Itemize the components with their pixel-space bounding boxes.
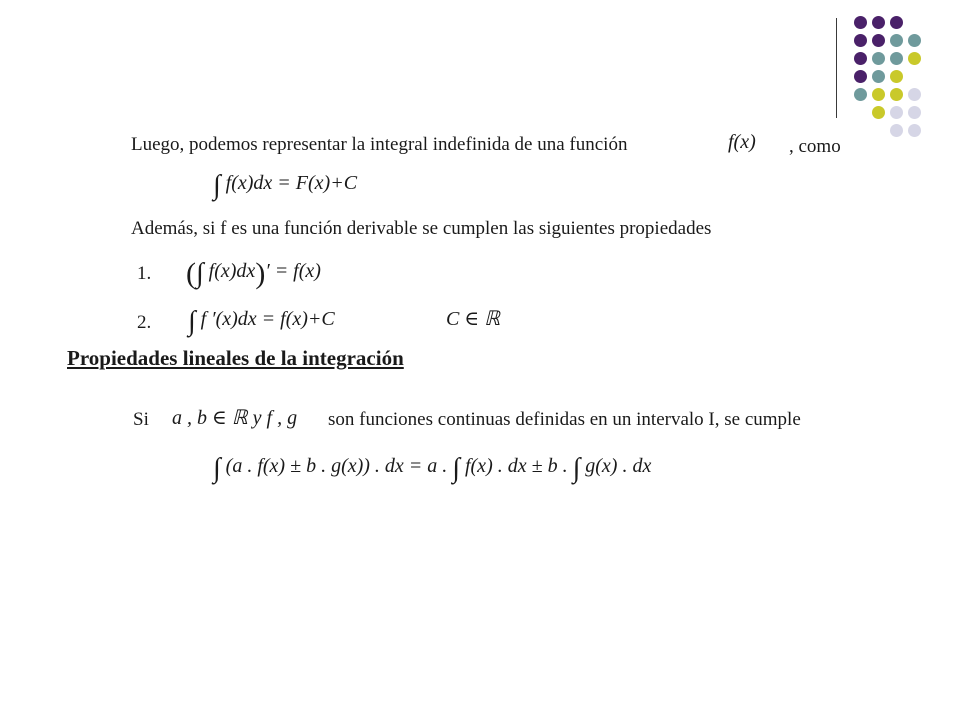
decorative-dot [872,34,885,47]
intro-text [131,135,627,154]
decorative-dot [908,106,921,119]
section-heading: Propiedades lineales de la integración [67,346,404,370]
integral-sign: ∫ [188,306,196,337]
item1-formula: (∫ f(x)dx)′ = f(x) [186,257,321,290]
integral-sign: ∫ [213,453,221,484]
decorative-dot [872,106,885,119]
properties-intro: Además, si f es una función derivable se cumplen las siguientes propiedades [131,218,712,239]
integral-sign: ∫ [572,453,581,484]
decorative-dot [890,70,903,83]
decorative-dot [854,16,867,29]
linear-vars: a , b ∈ ℝ y f , g [172,407,298,429]
decorative-dot [854,88,867,101]
integral-sign: ∫ [196,258,204,289]
item2-domain: C ∈ ℝ [446,308,500,330]
decorative-dot [890,16,903,29]
decorative-dot [890,124,903,137]
formula-indefinite-integral: ∫ f(x)dx = F(x)+C [213,170,358,201]
decorative-dot [872,88,885,101]
integral-sign: ∫ [452,453,460,484]
intro-text-before: Luego, podemos representar la integral indefinida de una función [131,134,628,155]
decorative-dot-grid [852,14,948,154]
linear-statement: son funciones continuas definidas en un intervalo I, se cumple [328,409,801,430]
item2-number: 2. [137,312,152,333]
integral-sign: ∫ [213,170,221,201]
decorative-vertical-line [836,18,837,118]
decorative-dot [872,52,885,65]
decorative-dot [890,52,903,65]
decorative-dot [854,70,867,83]
decorative-dot [872,70,885,83]
decorative-dot [854,34,867,47]
decorative-dot [872,16,885,29]
decorative-dot [908,88,921,101]
linear-si: Si [133,409,149,430]
intro-text-after: , como [789,136,841,157]
decorative-dot [890,34,903,47]
decorative-dot [908,34,921,47]
item2-formula: ∫ f ′(x)dx = f(x)+C [188,306,335,337]
decorative-dot [854,52,867,65]
item1-number: 1. [137,263,152,284]
decorative-dot [890,106,903,119]
linear-formula: ∫ (a . f(x) ± b . g(x)) . dx = a . ∫ f(x) . dx ± b . ∫ g(x) . dx [213,453,652,484]
decorative-dot [908,124,921,137]
decorative-dot [908,52,921,65]
decorative-dot [890,88,903,101]
intro-function: f(x) [728,131,756,153]
